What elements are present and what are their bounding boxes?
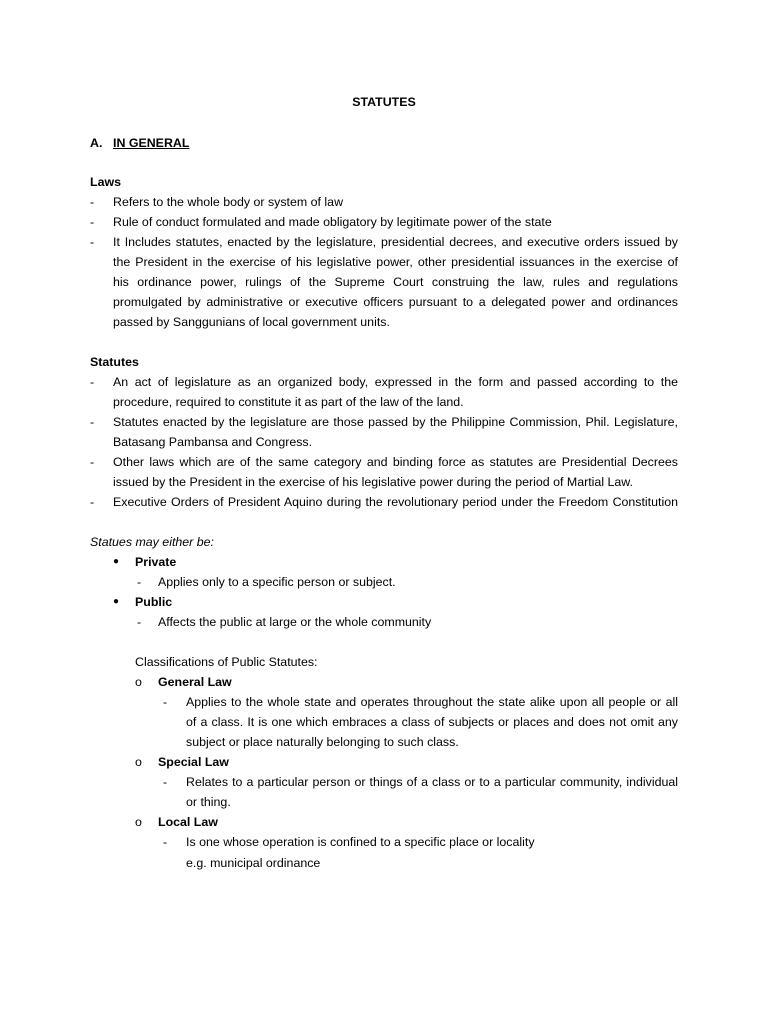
circle-bullet-icon: o bbox=[135, 815, 142, 829]
kinds-intro: Statues may either be: bbox=[90, 535, 214, 549]
dash-marker: - bbox=[90, 455, 95, 469]
statutes-line: Statutes enacted by the legislature are those passed by the Philippine Commission, Phil. Legislature, bbox=[113, 415, 678, 429]
dash-marker: - bbox=[90, 495, 95, 509]
general-law-label: General Law bbox=[158, 675, 232, 689]
general-law-line: subject or place naturally belonging to such class. bbox=[186, 735, 459, 749]
laws-item-line: his ordinance power, rulings of the Supreme Court construing the law, rules and regulations bbox=[113, 275, 678, 289]
laws-item-line: promulgated by administrative or executive officers pursuant to a delegated power and ordinances bbox=[113, 295, 678, 309]
page-title: STATUTES bbox=[352, 95, 416, 109]
circle-bullet-icon: o bbox=[135, 755, 142, 769]
section-letter: A. bbox=[90, 136, 103, 150]
circle-bullet-icon: o bbox=[135, 675, 142, 689]
laws-item-line: passed by Sanggunians of local government units. bbox=[113, 315, 390, 329]
classifications-heading: Classifications of Public Statutes: bbox=[135, 655, 318, 669]
statutes-line: Batasang Pambansa and Congress. bbox=[113, 435, 313, 449]
statutes-line: An act of legislature as an organized body, expressed in the form and passed according to the bbox=[113, 375, 678, 389]
bullet-icon: ● bbox=[113, 556, 120, 567]
dash-marker: - bbox=[163, 775, 168, 789]
laws-item-line: the President in the exercise of his legislative power, other presidential issuances in the exercise of bbox=[113, 255, 678, 269]
special-law-label: Special Law bbox=[158, 755, 229, 769]
public-label: Public bbox=[135, 595, 173, 609]
laws-item: Refers to the whole body or system of law bbox=[113, 195, 344, 209]
public-desc: Affects the public at large or the whole community bbox=[158, 615, 432, 629]
dash-marker: - bbox=[137, 615, 142, 629]
laws-item-line: It Includes statutes, enacted by the legislature, presidential decrees, and executive orders issued by bbox=[113, 235, 678, 249]
general-law-line: Applies to the whole state and operates throughout the state alike upon all people or all bbox=[186, 695, 678, 709]
private-desc: Applies only to a specific person or subject. bbox=[158, 575, 396, 589]
statutes-line: issued by the President in the exercise of his legislative power during the period of Martial Law. bbox=[113, 475, 634, 489]
dash-marker: - bbox=[90, 415, 95, 429]
dash-marker: - bbox=[90, 235, 95, 249]
general-law-line: of a class. It is one which embraces a class of subjects or places and does not omit any bbox=[186, 715, 678, 729]
statutes-line: Executive Orders of President Aquino during the revolutionary period under the Freedom Constitution bbox=[113, 495, 678, 509]
private-label: Private bbox=[135, 555, 177, 569]
section-heading: IN GENERAL bbox=[113, 136, 190, 150]
laws-heading: Laws bbox=[90, 175, 121, 189]
dash-marker: - bbox=[90, 375, 95, 389]
local-law-line: Is one whose operation is confined to a specific place or locality bbox=[186, 835, 535, 849]
laws-item: Rule of conduct formulated and made obligatory by legitimate power of the state bbox=[113, 215, 552, 229]
dash-marker: - bbox=[137, 575, 142, 589]
dash-marker: - bbox=[163, 695, 168, 709]
local-law-example: e.g. municipal ordinance bbox=[186, 856, 321, 870]
bullet-icon: ● bbox=[113, 596, 120, 607]
statutes-line: Other laws which are of the same category and binding force as statutes are Presidential Decrees bbox=[113, 455, 678, 469]
statutes-line: procedure, required to constitute it as part of the law of the land. bbox=[113, 395, 464, 409]
dash-marker: - bbox=[90, 195, 95, 209]
dash-marker: - bbox=[163, 835, 168, 849]
special-law-line: Relates to a particular person or things of a class or to a particular community, individual bbox=[186, 775, 678, 789]
statutes-heading: Statutes bbox=[90, 355, 139, 369]
dash-marker: - bbox=[90, 215, 95, 229]
special-law-line: or thing. bbox=[186, 795, 231, 809]
local-law-label: Local Law bbox=[158, 815, 218, 829]
